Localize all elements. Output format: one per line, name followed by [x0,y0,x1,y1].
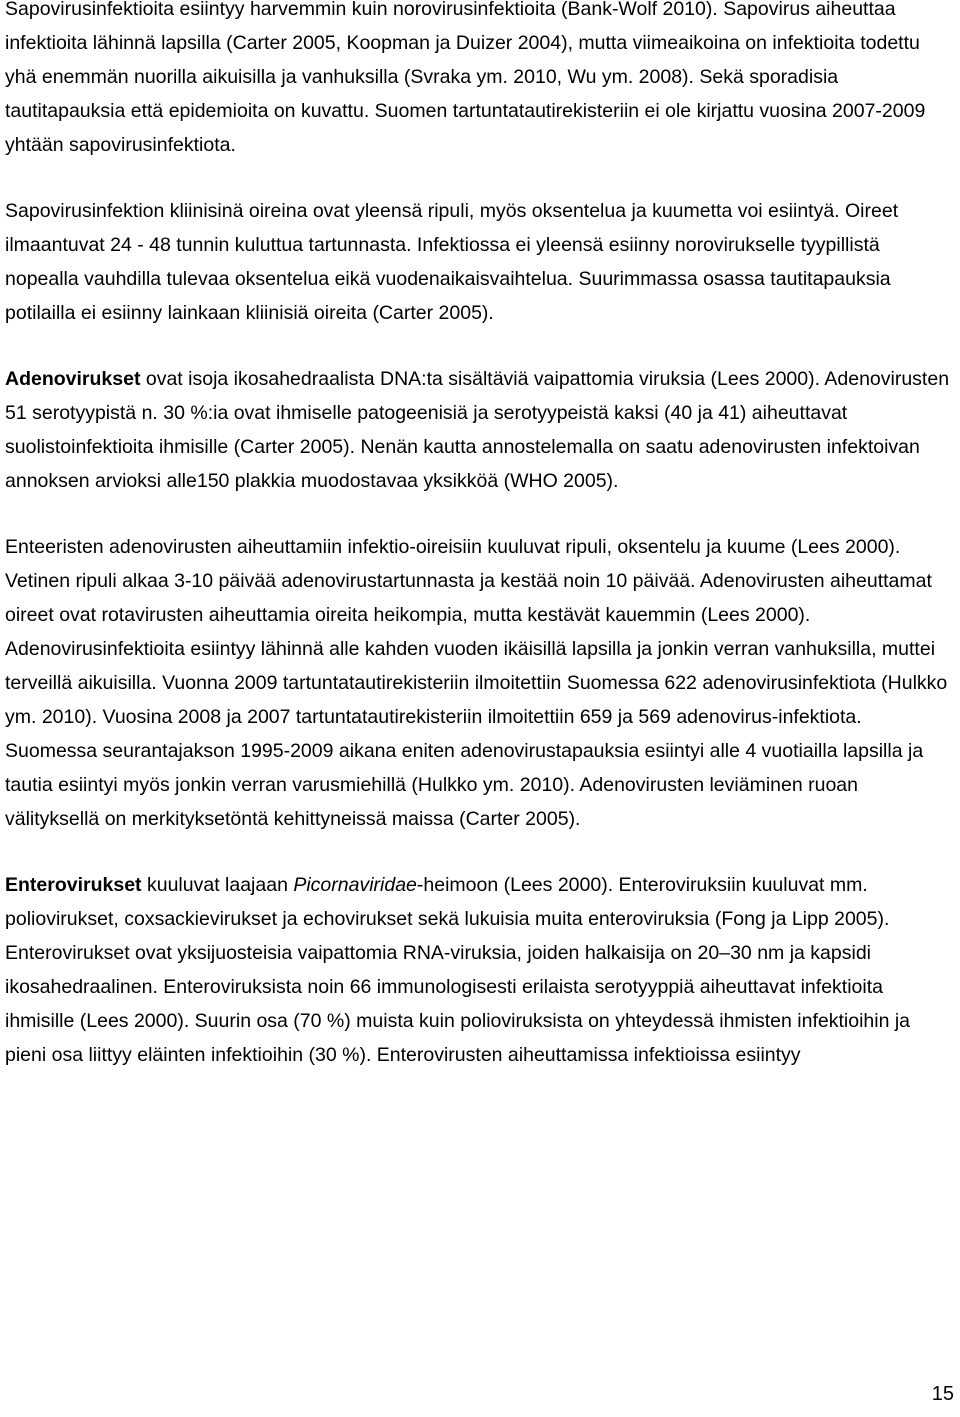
paragraph-text: Enteeristen adenovirusten aiheuttamiin infektio-oireisiin kuuluvat ripuli, oksentelu ja kuume (Lees 2000). Vetinen ripuli alkaa 3-10 päivää adenovirustartunnasta ja kestää noin 10 päivää. Adenovirusten aiheuttamat oireet ovat rotavirusten aiheuttamia oireita heikompia, mutta kestävät kauemmin (Lees 2000). Adenovirusinfektioita esiintyy lähinnä alle kahden vuoden ikäisillä lapsilla ja jonkin verran vanhuksilla, muttei terveillä aikuisilla. Vuonna 2009 tartuntatautirekisteriin ilmoitettiin Suomessa 622 adenovirusinfektiota (Hulkko ym. 2010). Vuosina 2008 ja 2007 tartuntatautirekisteriin ilmoitettiin 659 ja 569 adenovirus-infektiota. Suomessa seurantajakson 1995-2009 aikana eniten adenovirustapauksia esiintyi alle 4 vuotiailla lapsilla ja tautia esiintyi myös jonkin verran varusmiehillä (Hulkko ym. 2010). Adenovirusten leviäminen ruoan välityksellä on merkityksetöntä kehittyneissä maissa (Carter 2005). [5,536,948,830]
paragraph-adenovirus-symptoms [5,530,955,836]
paragraph-enterovirus-intro [5,868,955,1072]
paragraph-text: -heimoon (Lees 2000). Enteroviruksiin kuuluvat mm. poliovirukset, coxsackievirukset ja echovirukset sekä lukuisia muita enteroviruksia (Fong ja Lipp 2005). Enterovirukset ovat yksijuosteisia vaipattomia RNA-viruksia, joiden halkaisija on 20–30 nm ja kapsidi ikosahedraalinen. Enteroviruksista noin 66 immunologisesti erilaista serotyyppiä aiheuttavat infektioita ihmisille (Lees 2000). Suurin osa (70 %) muista kuin polioviruksista on yhteydessä ihmisten infektioihin ja pieni osa liittyy eläinten infektioihin (30 %). Enterovirusten aiheuttamissa infektioissa esiintyy [5,874,911,1066]
paragraph-text: Sapovirusinfektion kliinisinä oireina ovat yleensä ripuli, myös oksentelua ja kuumetta voi esiintyä. Oireet ilmaantuvat 24 - 48 tunnin kuluttua tartunnasta. Infektiossa ei yleensä esiinny norovirukselle tyypillistä nopealla vauhdilla tulevaa oksentelua eikä vuodenaikaisvaihtelua. Suurimmassa osassa tautitapauksia potilailla ei esiinny lainkaan kliinisiä oireita (Carter 2005). [5,200,899,324]
term-enterovirukset: Enterovirukset [5,874,142,896]
paragraph-text: kuuluvat laajaan [141,874,294,896]
page-number: 15 [931,1383,954,1405]
term-picornaviridae: Picornaviridae [293,874,417,896]
paragraph-sapovirus-symptoms [5,194,955,330]
paragraph-adenovirus-intro [5,362,955,498]
term-adenovirukset: Adenovirukset [5,368,141,390]
paragraph-text: ovat isoja ikosahedraalista DNA:ta sisältäviä vaipattomia viruksia (Lees 2000). Adenovirusten 51 serotyypistä n. 30 %:ia ovat ihmiselle patogeenisiä ja serotyypeistä kaksi (40 ja 41) aiheuttavat suolistoinfektioita ihmisille (Carter 2005). Nenän kautta annostelemalla on saatu adenovirusten infektoivan annoksen arvioksi alle150 plakkia muodostavaa yksikköä (WHO 2005). [5,368,950,492]
document-page [5,0,955,1072]
paragraph-sapovirus-epidemiology [5,0,955,162]
paragraph-text: Sapovirusinfektioita esiintyy harvemmin kuin norovirusinfektioita (Bank-Wolf 2010). Sapovirus aiheuttaa infektioita lähinnä lapsilla (Carter 2005, Koopman ja Duizer 2004), mutta viimeaikoina on infektioita todettu yhä enemmän nuorilla aikuisilla ja vanhuksilla (Svraka ym. 2010, Wu ym. 2008). Sekä sporadisia tautitapauksia että epidemioita on kuvattu. Suomen tartuntatautirekisteriin ei ole kirjattu vuosina 2007-2009 yhtään sapovirusinfektiota. [5,0,926,156]
